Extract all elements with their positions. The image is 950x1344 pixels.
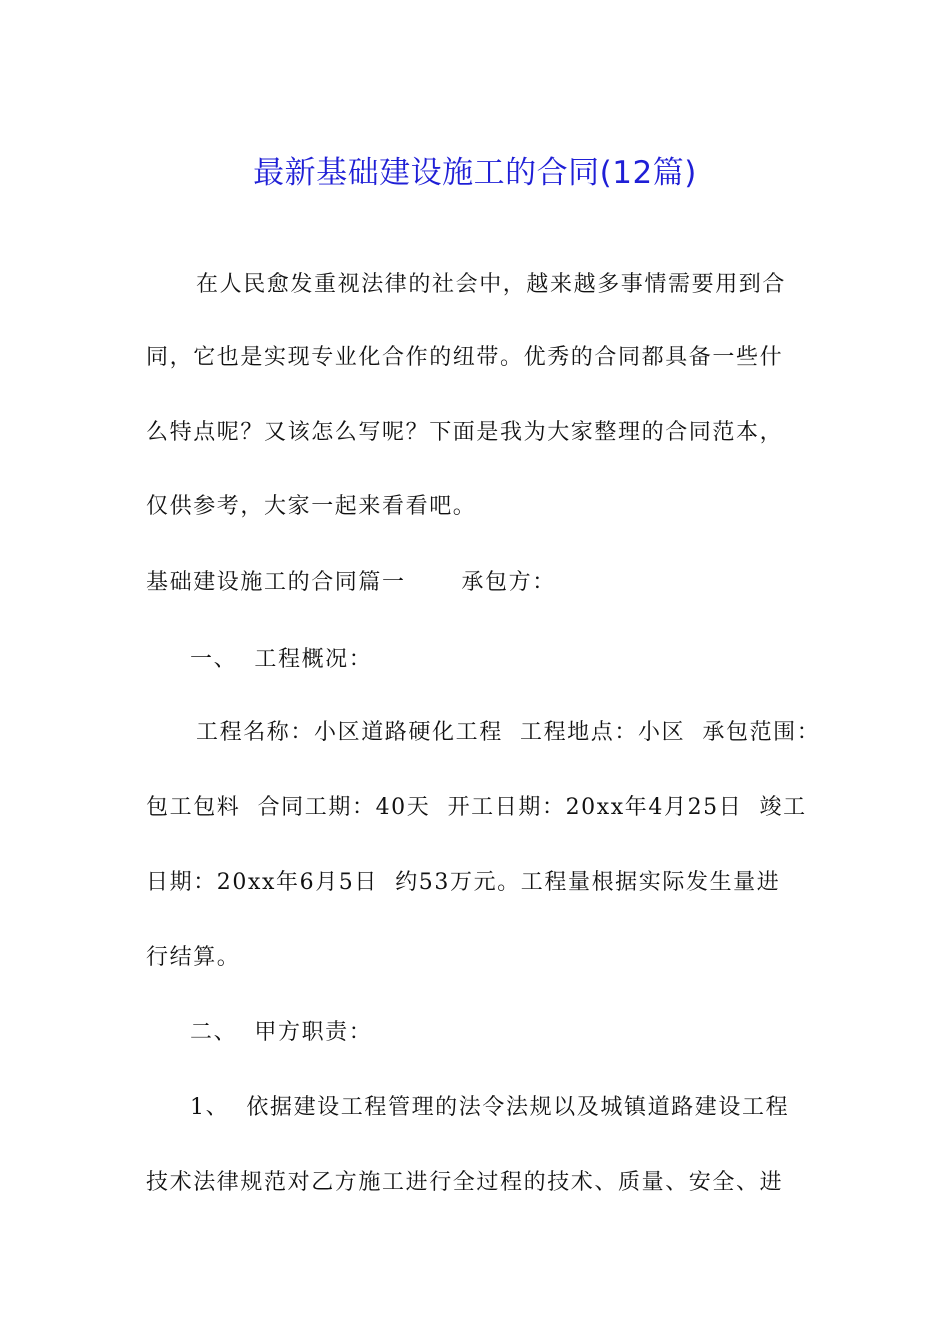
paragraph-line: 包工包料 合同工期：40天 开工日期：20xx年4月25日 竣工 [146,795,807,820]
paragraph-line: 行结算。 [146,945,241,970]
paragraph-line: 日期：20xx年6月5日 约53万元。工程量根据实际发生量进 [146,870,781,895]
paragraph-line: 同，它也是实现专业化合作的纽带。优秀的合同都具备一些什 [146,345,784,370]
section-heading: 二、 甲方职责： [190,1020,373,1045]
paragraph-line: 技术法律规范对乙方施工进行全过程的技术、质量、安全、进 [146,1170,784,1195]
document-title: 最新基础建设施工的合同(12篇) [253,154,697,191]
paragraph-line: 1、 依据建设工程管理的法令法规以及城镇道路建设工程 [190,1095,790,1120]
paragraph-line: 工程名称：小区道路硬化工程 工程地点：小区 承包范围： [196,720,821,745]
paragraph-line: 在人民愈发重视法律的社会中，越来越多事情需要用到合 [196,272,787,297]
paragraph-line: 么特点呢？又该怎么写呢？下面是我为大家整理的合同范本， [146,420,784,445]
section-heading: 基础建设施工的合同篇一 承包方： [146,570,556,595]
paragraph-line: 仅供参考，大家一起来看看吧。 [146,494,477,519]
section-heading: 一、 工程概况： [190,647,373,672]
